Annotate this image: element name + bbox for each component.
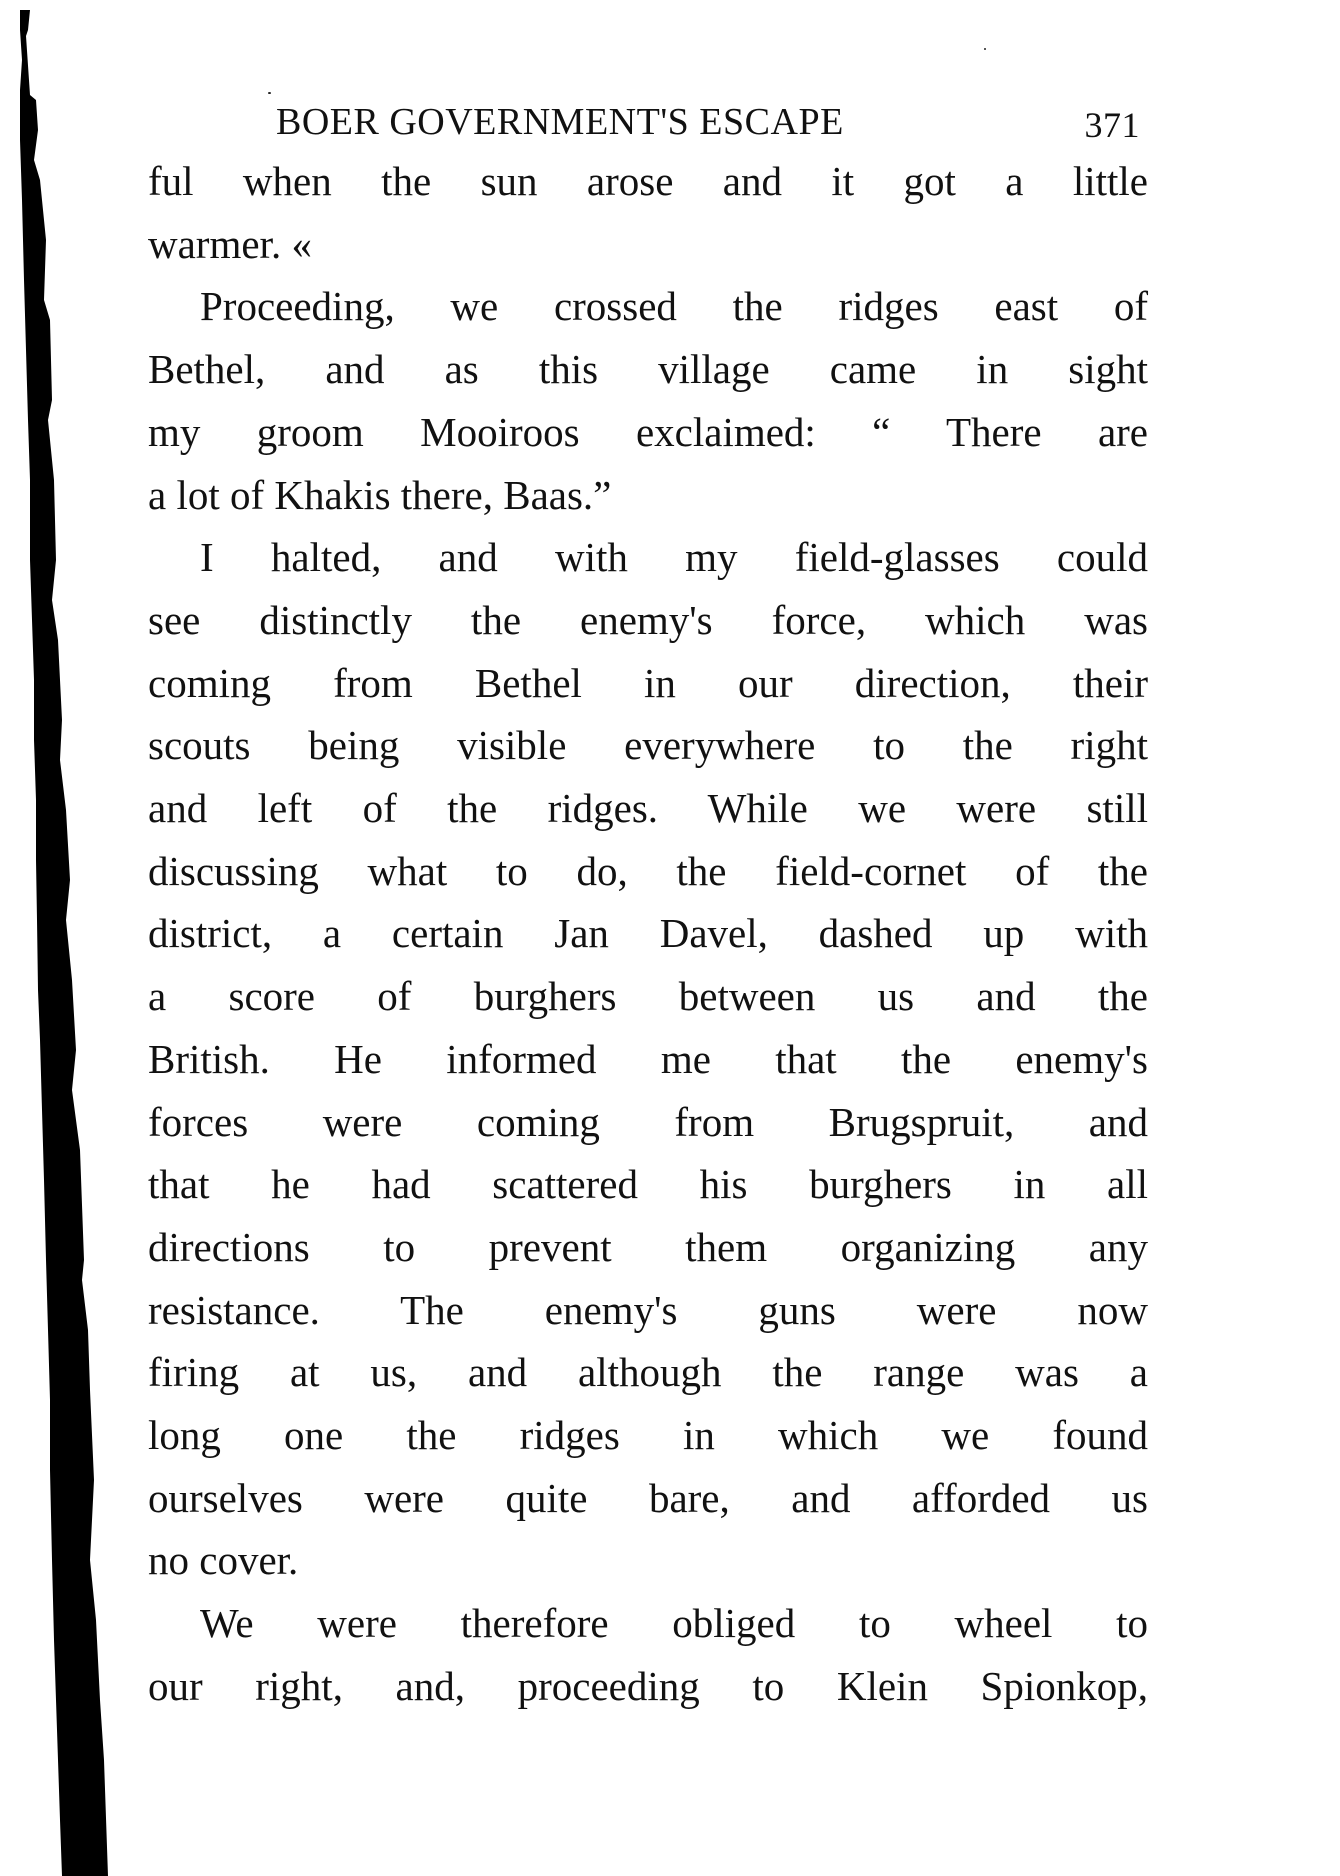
binding-edge-shadow [0,0,110,1876]
scan-speck [268,92,271,94]
text-line: We were therefore obliged to wheel to [200,1600,1148,1647]
text-line: my groom Mooiroos exclaimed: “ There are [148,408,1148,455]
text-line: and left of the ridges. While we were still [148,785,1148,832]
text-line: British. He informed me that the enemy's [148,1035,1148,1082]
text-line: warmer. « [148,220,312,267]
text-line: ourselves were quite bare, and afforded us [148,1474,1148,1521]
text-line: that he had scattered his burghers in all [148,1161,1148,1208]
paragraph [148,150,1148,275]
text-line: resistance. The enemy's guns were now [148,1286,1148,1333]
running-title: BOER GOVERNMENT'S ESCAPE [276,101,844,143]
text-line: our right, and, proceeding to Klein Spionkop, [148,1662,1148,1709]
text-line: district, a certain Jan Davel, dashed up with [148,910,1148,957]
text-line: forces were coming from Brugspruit, and [148,1098,1148,1145]
text-line: coming from Bethel in our direction, their [148,659,1148,706]
scan-speck [984,48,986,50]
text-line: a score of burghers between us and the [148,973,1148,1020]
text-line: Bethel, and as this village came in sight [148,346,1148,393]
text-line: scouts being visible everywhere to the right [148,722,1148,769]
text-line: long one the ridges in which we found [148,1412,1148,1459]
body-text [148,150,1148,1718]
text-line: discussing what to do, the field-cornet of the [148,847,1148,894]
book-page [148,90,1148,1718]
paragraph [148,526,1148,1592]
text-line: directions to prevent them organizing any [148,1223,1148,1270]
text-line: a lot of Khakis there, Baas.” [148,471,612,518]
paragraph [148,275,1148,526]
binding-edge-shadow-shape [20,10,108,1876]
text-line: I halted, and with my field-glasses could [200,534,1148,581]
paragraph [148,1592,1148,1717]
text-line: see distinctly the enemy's force, which was [148,596,1148,643]
page-number: 371 [1084,105,1140,145]
text-line: firing at us, and although the range was a [148,1349,1148,1396]
text-line: ful when the sun arose and it got a little [148,158,1148,204]
text-line: no cover. [148,1537,299,1584]
text-line: Proceeding, we crossed the ridges east of [200,283,1148,330]
running-header [148,90,1148,150]
